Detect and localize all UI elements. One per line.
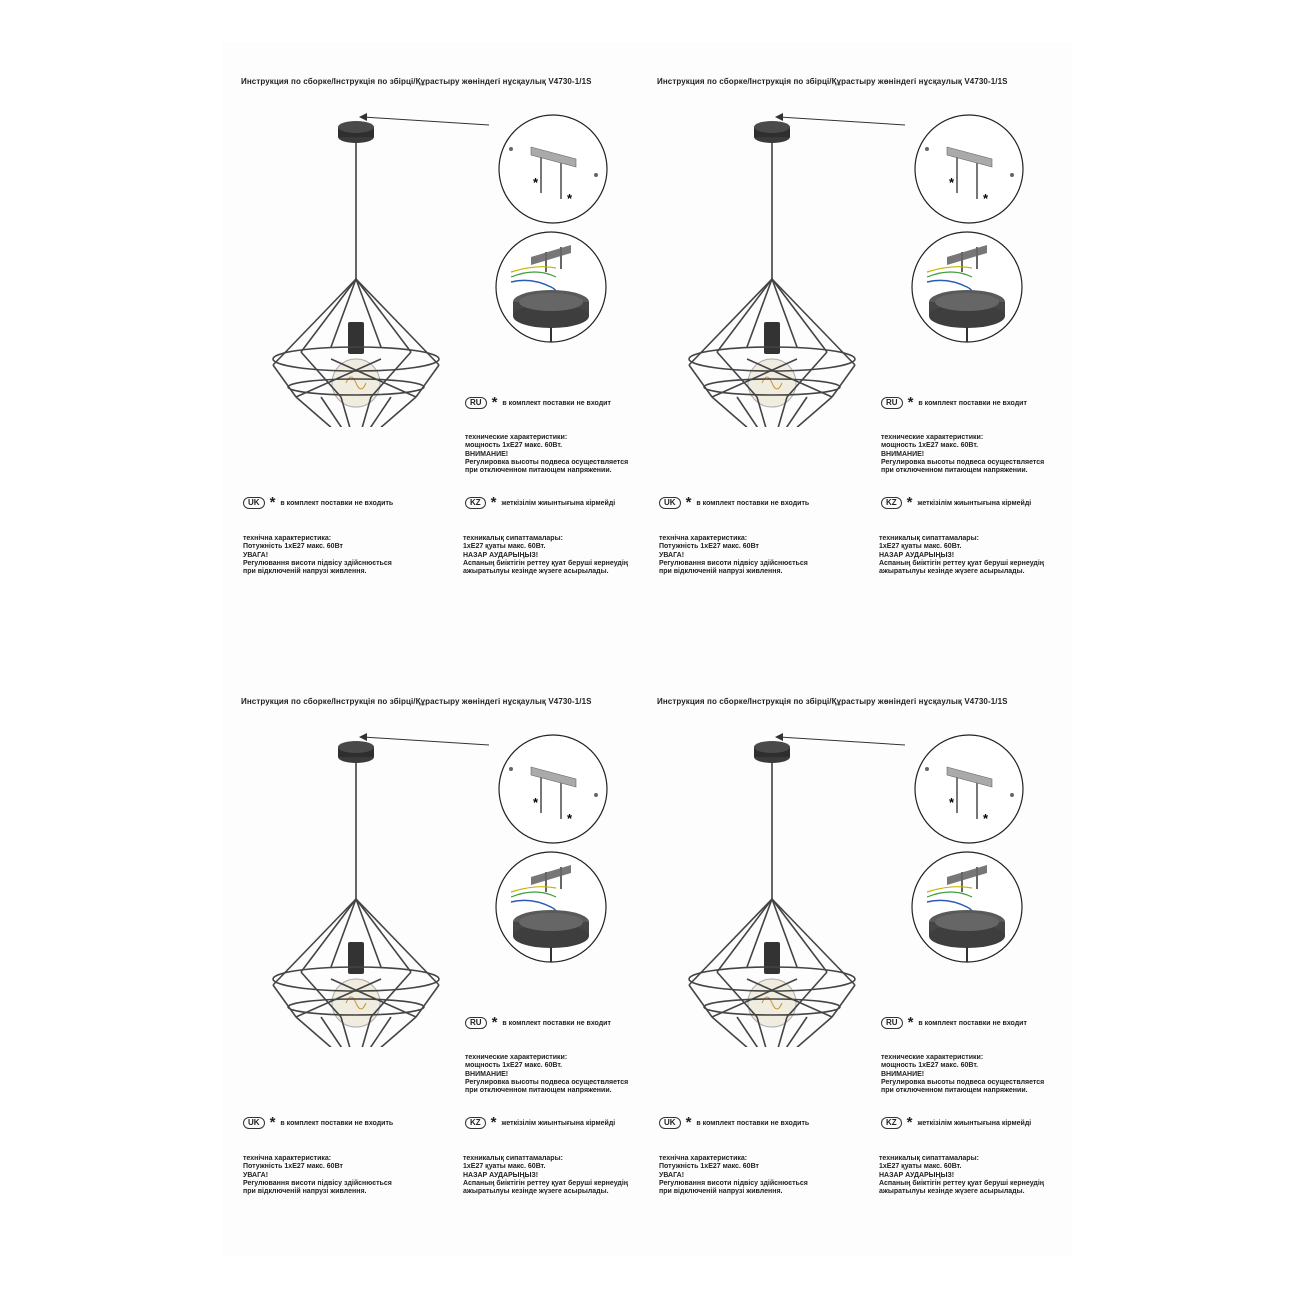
- kz-note: [881, 1114, 1032, 1131]
- ru-note-text: в комплект поставки не входит: [502, 399, 611, 407]
- asterisk-icon: *: [269, 1114, 276, 1131]
- ru-spec-line: мощность 1хE27 макс. 60Вт.: [465, 442, 563, 450]
- ru-spec-line: технические характеристики:: [465, 1054, 568, 1061]
- asterisk-icon: *: [906, 494, 913, 511]
- kz-spec-line: Аспаның биіктігін реттеу қуат беруші кернеудің: [879, 559, 1045, 567]
- kz-spec-line: НАЗАР АУДАРЫҢЫЗ!: [879, 551, 955, 559]
- pointer-arrow: [779, 117, 905, 125]
- ru-badge: RU: [465, 397, 487, 409]
- kz-spec-line: ажыратылуы кезінде жүзеге асырылады.: [463, 568, 609, 576]
- kz-spec-line: 1хE27 қуаты макс. 60Вт.: [463, 543, 546, 551]
- kz-badge: KZ: [881, 1117, 902, 1129]
- asterisk-icon: *: [907, 1014, 914, 1031]
- kz-specs: [879, 535, 1044, 576]
- kz-note-text: жеткізілім жиынтығына кірмейді: [501, 499, 616, 507]
- asterisk-icon: *: [490, 1114, 497, 1131]
- kz-spec-line: ажыратылуы кезінде жүзеге асырылады.: [879, 568, 1025, 576]
- kz-note: [881, 494, 1032, 511]
- uk-spec-line: Потужність 1хE27 макс. 60Вт: [243, 1163, 343, 1171]
- kz-spec-line: ажыратылуы кезінде жүзеге асырылады.: [879, 1188, 1025, 1196]
- uk-badge: UK: [659, 497, 681, 509]
- ru-badge: RU: [881, 1017, 903, 1029]
- ru-note-text: в комплект поставки не входит: [918, 1019, 1027, 1027]
- kz-specs: [463, 535, 628, 576]
- kz-spec-line: техникалық сипаттамалары:: [463, 1155, 563, 1162]
- svg-text:*: *: [567, 811, 573, 826]
- asterisk-icon: *: [490, 494, 497, 511]
- kz-badge: KZ: [881, 497, 902, 509]
- ru-spec-line: ВНИМАНИЕ!: [465, 1070, 509, 1078]
- kz-spec-line: ажыратылуы кезінде жүзеге асырылады.: [463, 1188, 609, 1196]
- uk-spec-line: Регулювання висоти підвісу здійснюється: [243, 1179, 392, 1187]
- uk-spec-line: технічна характеристика:: [243, 1155, 332, 1162]
- asterisk-icon: *: [907, 394, 914, 411]
- svg-text:*: *: [567, 191, 573, 206]
- kz-spec-line: техникалық сипаттамалары:: [879, 1155, 979, 1162]
- socket: [348, 942, 364, 974]
- kz-badge: KZ: [465, 497, 486, 509]
- uk-spec-line: Регулювання висоти підвісу здійснюється: [243, 559, 392, 567]
- instruction-panel-bottom-left: [241, 697, 661, 1217]
- uk-note-text: в комплект поставки не входить: [696, 1119, 810, 1127]
- kz-badge: KZ: [465, 1117, 486, 1129]
- instruction-panel-bottom-right: [657, 697, 1077, 1217]
- uk-note-text: в комплект поставки не входить: [280, 1119, 394, 1127]
- kz-spec-line: Аспаның биіктігін реттеу қуат беруші кернеудің: [879, 1179, 1045, 1187]
- svg-text:*: *: [949, 795, 955, 810]
- mounting-detail-circle: [499, 735, 607, 843]
- mounting-detail-circle: [499, 115, 607, 223]
- panel-title: Инструкция по сборке/Інструкція по збірці/Құрастыру жөніндегі нұсқаулық V4730-1/1S: [657, 697, 1008, 706]
- kz-spec-line: Аспаның биіктігін реттеу қуат беруші кернеудің: [463, 559, 629, 567]
- asterisk-icon: *: [269, 494, 276, 511]
- kz-spec-line: 1хE27 қуаты макс. 60Вт.: [879, 543, 962, 551]
- instruction-panel-top-right: [657, 77, 1077, 597]
- kz-spec-line: техникалық сипаттамалары:: [879, 535, 979, 542]
- mounting-detail-circle: [915, 735, 1023, 843]
- ru-spec-line: при отключенном питающем напряжении.: [881, 467, 1028, 475]
- uk-specs: [659, 535, 808, 576]
- ru-spec-line: Регулировка высоты подвеса осуществляется: [881, 1078, 1045, 1086]
- lamp-illustration: [241, 717, 661, 1047]
- ru-spec-line: ВНИМАНИЕ!: [881, 450, 925, 458]
- ru-spec-line: ВНИМАНИЕ!: [465, 450, 509, 458]
- kz-spec-line: 1хE27 қуаты макс. 60Вт.: [879, 1163, 962, 1171]
- ru-specs: [881, 434, 1044, 475]
- ru-spec-line: при отключенном питающем напряжении.: [881, 1087, 1028, 1095]
- ru-spec-line: ВНИМАНИЕ!: [881, 1070, 925, 1078]
- ru-note-text: в комплект поставки не входит: [918, 399, 1027, 407]
- wiring-detail-circle: [496, 852, 606, 962]
- kz-specs: [879, 1155, 1044, 1196]
- ru-spec-line: при отключенном питающем напряжении.: [465, 467, 612, 475]
- panel-title: Инструкция по сборке/Інструкція по збірці/Құрастыру жөніндегі нұсқаулық V4730-1/1S: [241, 697, 592, 706]
- socket: [764, 322, 780, 354]
- kz-note: [465, 494, 616, 511]
- uk-spec-line: при відключеній напрузі живлення.: [659, 568, 783, 576]
- kz-note-text: жеткізілім жиынтығына кірмейді: [501, 1119, 616, 1127]
- asterisk-icon: *: [685, 1114, 692, 1131]
- uk-note-text: в комплект поставки не входить: [696, 499, 810, 507]
- uk-spec-line: УВАГА!: [659, 551, 685, 559]
- uk-note: [243, 494, 394, 511]
- svg-text:*: *: [533, 795, 539, 810]
- socket: [764, 942, 780, 974]
- pointer-arrow: [363, 117, 489, 125]
- uk-specs: [243, 535, 392, 576]
- ru-spec-line: технические характеристики:: [881, 1054, 984, 1061]
- pointer-arrow: [363, 737, 489, 745]
- uk-specs: [243, 1155, 392, 1196]
- ru-spec-line: Регулировка высоты подвеса осуществляется: [465, 458, 629, 466]
- ru-note-text: в комплект поставки не входит: [502, 1019, 611, 1027]
- uk-spec-line: Регулювання висоти підвісу здійснюється: [659, 1179, 808, 1187]
- ru-spec-line: при отключенном питающем напряжении.: [465, 1087, 612, 1095]
- asterisk-icon: *: [685, 494, 692, 511]
- uk-spec-line: технічна характеристика:: [243, 535, 332, 542]
- svg-text:*: *: [983, 191, 989, 206]
- uk-badge: UK: [243, 497, 265, 509]
- kz-note-text: жеткізілім жиынтығына кірмейді: [917, 1119, 1032, 1127]
- panel-title: Инструкция по сборке/Інструкція по збірці/Құрастыру жөніндегі нұсқаулық V4730-1/1S: [657, 77, 1008, 86]
- ru-spec-line: технические характеристики:: [881, 434, 984, 441]
- uk-note: [659, 494, 810, 511]
- svg-text:*: *: [983, 811, 989, 826]
- kz-spec-line: 1хE27 қуаты макс. 60Вт.: [463, 1163, 546, 1171]
- wiring-detail-circle: [912, 232, 1022, 342]
- ru-badge: RU: [465, 1017, 487, 1029]
- kz-spec-line: техникалық сипаттамалары:: [463, 535, 563, 542]
- uk-spec-line: Регулювання висоти підвісу здійснюється: [659, 559, 808, 567]
- asterisk-icon: *: [491, 394, 498, 411]
- ru-specs: [465, 434, 628, 475]
- socket: [348, 322, 364, 354]
- asterisk-icon: *: [491, 1014, 498, 1031]
- kz-spec-line: Аспаның биіктігін реттеу қуат беруші кернеудің: [463, 1179, 629, 1187]
- ru-note: [465, 1014, 611, 1031]
- ru-spec-line: мощность 1хE27 макс. 60Вт.: [881, 1062, 979, 1070]
- uk-specs: [659, 1155, 808, 1196]
- wiring-detail-circle: [912, 852, 1022, 962]
- kz-note-text: жеткізілім жиынтығына кірмейді: [917, 499, 1032, 507]
- uk-spec-line: УВАГА!: [243, 551, 269, 559]
- uk-spec-line: технічна характеристика:: [659, 1155, 748, 1162]
- asterisk-icon: *: [906, 1114, 913, 1131]
- lamp-illustration: [241, 97, 661, 427]
- ru-spec-line: мощность 1хE27 макс. 60Вт.: [881, 442, 979, 450]
- panel-title: Инструкция по сборке/Інструкція по збірці/Құрастыру жөніндегі нұсқаулық V4730-1/1S: [241, 77, 592, 86]
- kz-spec-line: НАЗАР АУДАРЫҢЫЗ!: [879, 1171, 955, 1179]
- ru-specs: [465, 1054, 628, 1095]
- kz-specs: [463, 1155, 628, 1196]
- ru-specs: [881, 1054, 1044, 1095]
- kz-note: [465, 1114, 616, 1131]
- uk-note-text: в комплект поставки не входить: [280, 499, 394, 507]
- wiring-detail-circle: [496, 232, 606, 342]
- uk-spec-line: УВАГА!: [243, 1171, 269, 1179]
- ru-spec-line: Регулировка высоты подвеса осуществляется: [465, 1078, 629, 1086]
- kz-spec-line: НАЗАР АУДАРЫҢЫЗ!: [463, 1171, 539, 1179]
- ru-spec-line: Регулировка высоты подвеса осуществляется: [881, 458, 1045, 466]
- ru-note: [465, 394, 611, 411]
- uk-spec-line: при відключеній напрузі живлення.: [243, 1188, 367, 1196]
- svg-text:*: *: [949, 175, 955, 190]
- ru-badge: RU: [881, 397, 903, 409]
- uk-note: [243, 1114, 394, 1131]
- uk-spec-line: Потужність 1хE27 макс. 60Вт: [659, 543, 759, 551]
- ru-note: [881, 1014, 1027, 1031]
- mounting-detail-circle: [915, 115, 1023, 223]
- uk-badge: UK: [659, 1117, 681, 1129]
- uk-spec-line: Потужність 1хE27 макс. 60Вт: [243, 543, 343, 551]
- lamp-illustration: [657, 97, 1077, 427]
- uk-spec-line: Потужність 1хE27 макс. 60Вт: [659, 1163, 759, 1171]
- ru-note: [881, 394, 1027, 411]
- pointer-arrow: [779, 737, 905, 745]
- uk-spec-line: УВАГА!: [659, 1171, 685, 1179]
- uk-badge: UK: [243, 1117, 265, 1129]
- uk-spec-line: технічна характеристика:: [659, 535, 748, 542]
- uk-spec-line: при відключеній напрузі живлення.: [243, 568, 367, 576]
- ru-spec-line: технические характеристики:: [465, 434, 568, 441]
- ru-spec-line: мощность 1хE27 макс. 60Вт.: [465, 1062, 563, 1070]
- svg-text:*: *: [533, 175, 539, 190]
- instruction-panel-top-left: [241, 77, 661, 597]
- kz-spec-line: НАЗАР АУДАРЫҢЫЗ!: [463, 551, 539, 559]
- lamp-illustration: [657, 717, 1077, 1047]
- uk-spec-line: при відключеній напрузі живлення.: [659, 1188, 783, 1196]
- uk-note: [659, 1114, 810, 1131]
